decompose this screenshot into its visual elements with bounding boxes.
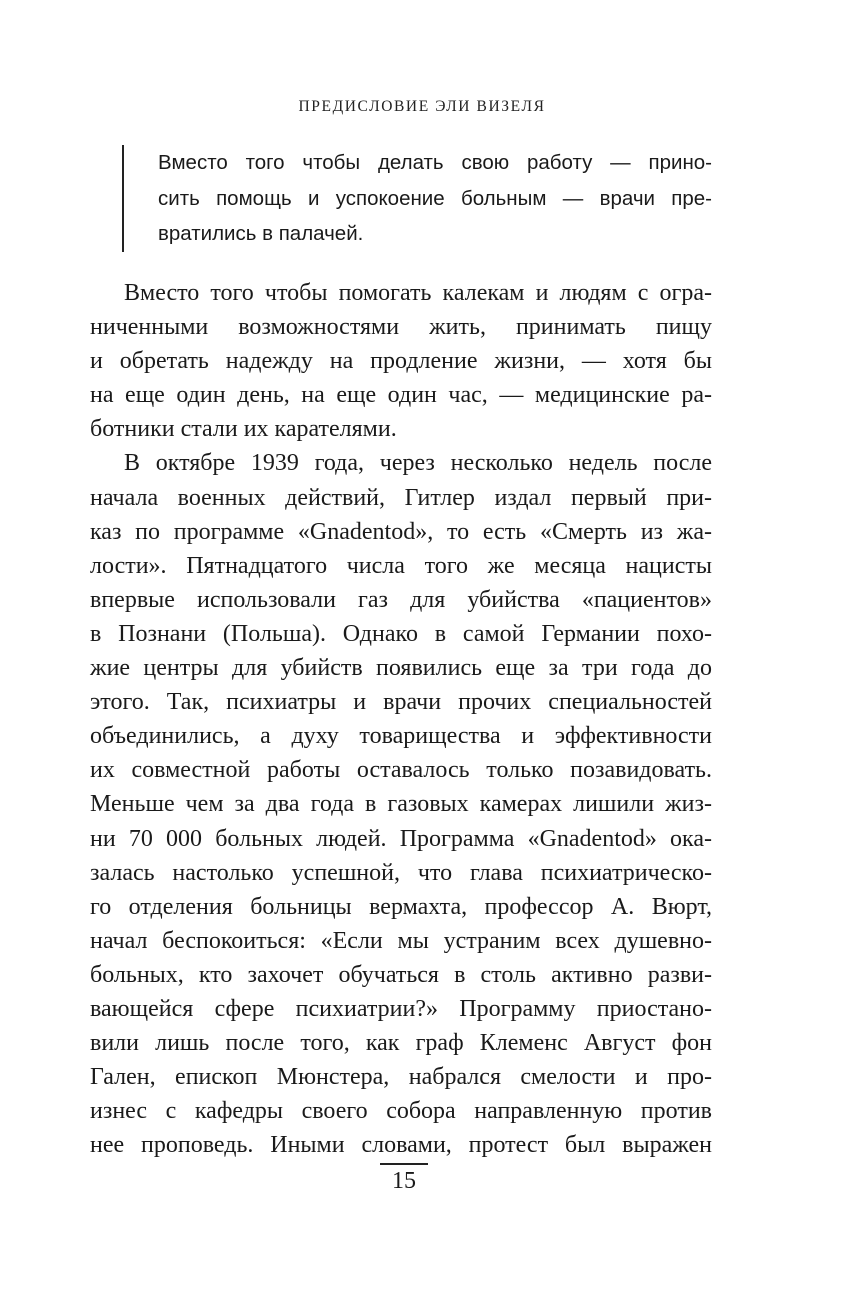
paragraph-line: вили лишь после того, как граф Клеменс Август фон <box>90 1030 712 1057</box>
paragraph-line: ни 70 000 больных людей. Программа «Gnadentod» ока- <box>90 825 712 852</box>
paragraph-line: впервые использовали газ для убийства «пациентов» <box>90 586 712 613</box>
paragraph-line: и обретать надежду на продление жизни, — хотя бы <box>90 348 712 375</box>
page-number: 15 <box>380 1163 428 1195</box>
paragraph-line: жие центры для убийств появились еще за три года до <box>90 655 712 682</box>
paragraph-line: больных, кто захочет обучаться в столь активно разви- <box>90 961 712 988</box>
paragraph-line: в Познани (Польша). Однако в самой Германии похо- <box>90 620 712 647</box>
paragraph-line: каз по программе «Gnadentod», то есть «Смерть из жа- <box>90 518 712 545</box>
body-text <box>90 276 712 1162</box>
epigraph-line: вратились в палачей. <box>158 222 364 245</box>
paragraph-line: Гален, епископ Мюнстера, набрался смелости и про- <box>90 1064 712 1091</box>
paragraph-line: Вместо того чтобы помогать калекам и людям с огра- <box>124 280 712 306</box>
paragraph-line: их совместной работы оставалось только позавидовать. <box>90 757 712 784</box>
paragraph-line: объединились, а духу товарищества и эффективности <box>90 723 712 750</box>
paragraph-line: изнес с кафедры своего собора направленную против <box>90 1098 712 1125</box>
paragraph-line: начала военных действий, Гитлер издал первый при- <box>90 484 712 511</box>
paragraph-line: В октябре 1939 года, через несколько недель после <box>124 450 712 477</box>
paragraph-line: этого. Так, психиатры и врачи прочих специальностей <box>90 689 712 716</box>
paragraph-line: вающейся сфере психиатрии?» Программу приостано- <box>90 995 712 1022</box>
paragraph-line: Меньше чем за два года в газовых камерах лишили жиз- <box>90 791 712 818</box>
paragraph-line: го отделения больницы вермахта, профессор А. Вюрт, <box>90 893 712 920</box>
paragraph-line: ботники стали их карателями. <box>90 416 397 443</box>
paragraph-line: залась настолько успешной, что глава психиатрическо- <box>90 859 712 886</box>
epigraph-line: Вместо того чтобы делать свою работу — прино- <box>158 151 712 174</box>
paragraph-line: на еще один день, на еще один час, — медицинские ра- <box>90 382 712 409</box>
running-head: ПРЕДИСЛОВИЕ ЭЛИ ВИЗЕЛЯ <box>298 98 546 115</box>
epigraph-line: сить помощь и успокоение больным — врачи пре- <box>158 186 712 210</box>
paragraph-line: нее проповедь. Иными словами, протест был выражен <box>90 1132 712 1159</box>
paragraph-line: начал беспокоиться: «Если мы устраним всех душевно- <box>90 927 712 954</box>
paragraph-line: лости». Пятнадцатого числа того же месяца нацисты <box>90 552 712 579</box>
paragraph-line: ниченными возможностями жить, принимать пищу <box>90 314 712 341</box>
epigraph-quote <box>122 145 712 252</box>
